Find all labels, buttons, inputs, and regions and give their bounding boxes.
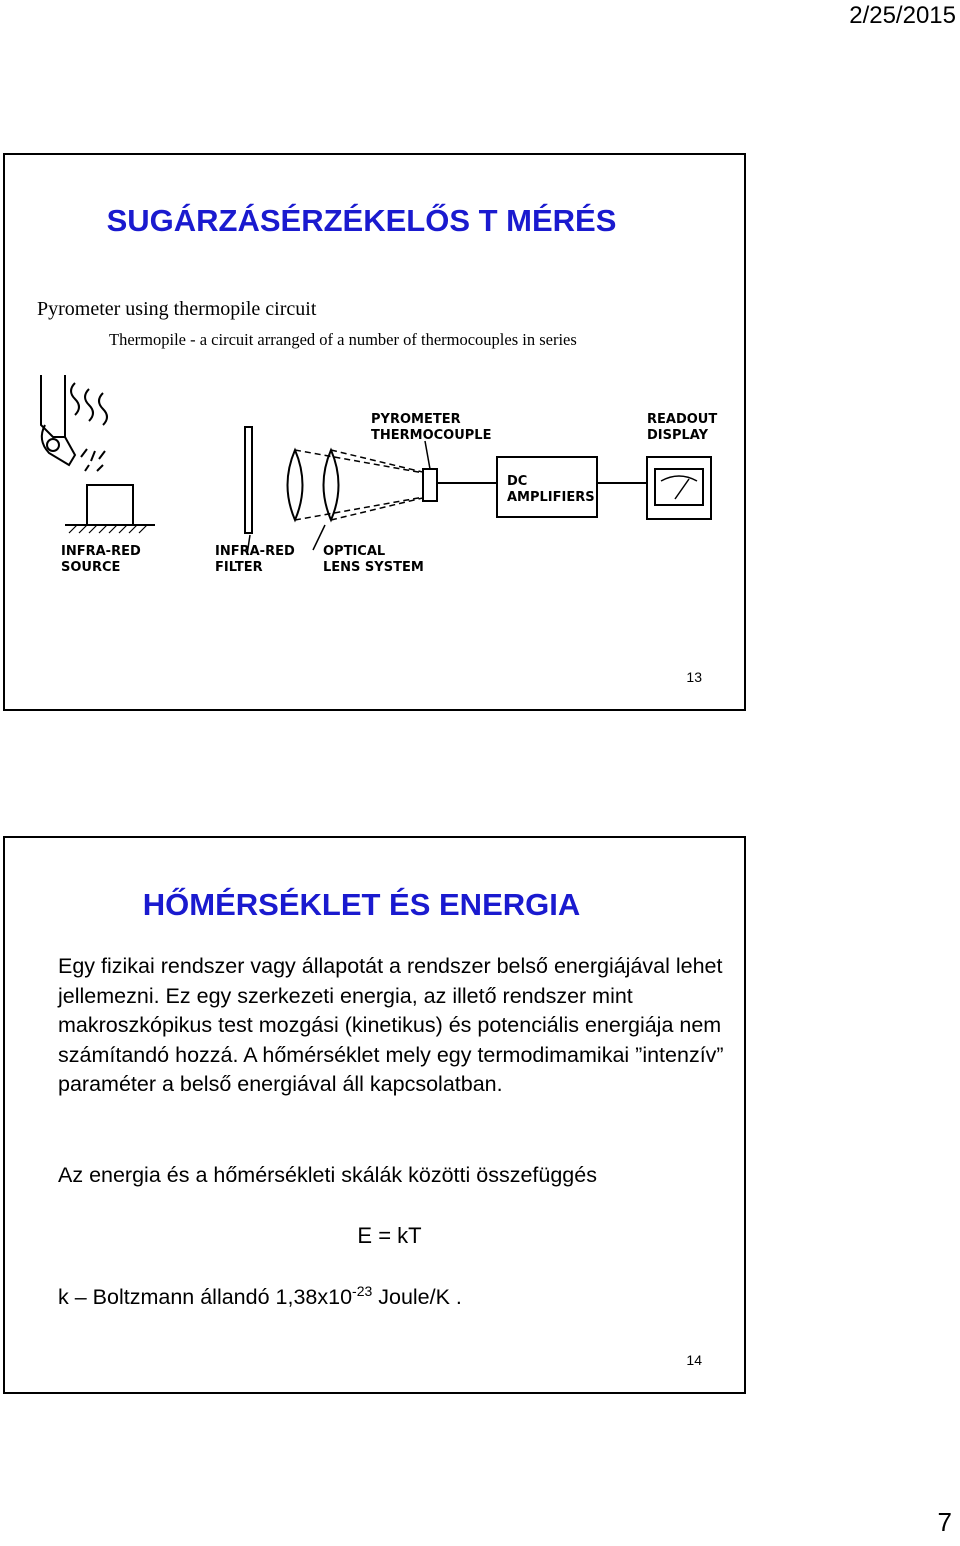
infra-red-source-icon — [41, 375, 155, 533]
optical-label-1: OPTICAL — [323, 544, 386, 559]
header-date: 2/25/2015 — [849, 2, 956, 29]
optical-lens-icon — [288, 450, 339, 520]
boltzmann-constant — [58, 1283, 738, 1313]
page-number: 7 — [937, 1507, 952, 1537]
source-label-2: SOURCE — [61, 560, 121, 575]
source-label-1: INFRA-RED — [61, 544, 141, 559]
boltzmann-suffix: Joule/K . — [372, 1285, 462, 1309]
thermocouple-icon — [423, 469, 437, 501]
formula: E = kT — [357, 1223, 422, 1248]
optical-label-2: LENS SYSTEM — [323, 560, 424, 575]
slide-14 — [3, 836, 746, 1394]
slide-title: SUGÁRZÁSÉRZÉKELŐS T MÉRÉS — [106, 203, 617, 238]
readout-label-2: DISPLAY — [647, 428, 709, 443]
slide-title: HŐMÉRSÉKLET ÉS ENERGIA — [142, 887, 581, 922]
filter-label-1: INFRA-RED — [215, 544, 295, 559]
dc-label-1: DC — [507, 474, 528, 489]
readout-display-icon — [647, 457, 711, 519]
filter-label-2: FILTER — [215, 560, 263, 575]
readout-label-1: READOUT — [647, 412, 718, 427]
paragraph-internal-energy: Egy fizikai rendszer vagy állapotát a rendszer belső energiájával lehet jellemezni. Ez egy szerkezeti energia, az illető rendszer mint makroszkópikus test mozgási (kinetikus) és potenciális energiája nem számítandó hozzá. A hőmérséklet mely egy termodimamikai ”intenzív” paraméter a belső energiával áll kapcsolatban. — [58, 954, 724, 1096]
slide-13 — [3, 153, 746, 711]
paragraph-energy-scale: Az energia és a hőmérsékleti skálák közötti összefüggés — [58, 1163, 597, 1187]
slide-number: 13 — [686, 669, 702, 685]
infra-red-filter-icon — [245, 427, 252, 533]
dc-label-2: AMPLIFIERS — [507, 490, 595, 505]
pyrometer-diagram — [25, 375, 745, 615]
pyrometer-label-1: PYROMETER — [371, 412, 461, 427]
figure-subtitle: Thermopile - a circuit arranged of a number of thermocouples in series — [109, 330, 577, 349]
slide-number: 14 — [686, 1352, 702, 1368]
figure-title: Pyrometer using thermopile circuit — [37, 298, 317, 320]
pyrometer-label-2: THERMOCOUPLE — [371, 428, 492, 443]
boltzmann-prefix: k – Boltzmann állandó 1,38x10 — [58, 1285, 353, 1309]
boltzmann-exponent: -23 — [352, 1283, 373, 1299]
